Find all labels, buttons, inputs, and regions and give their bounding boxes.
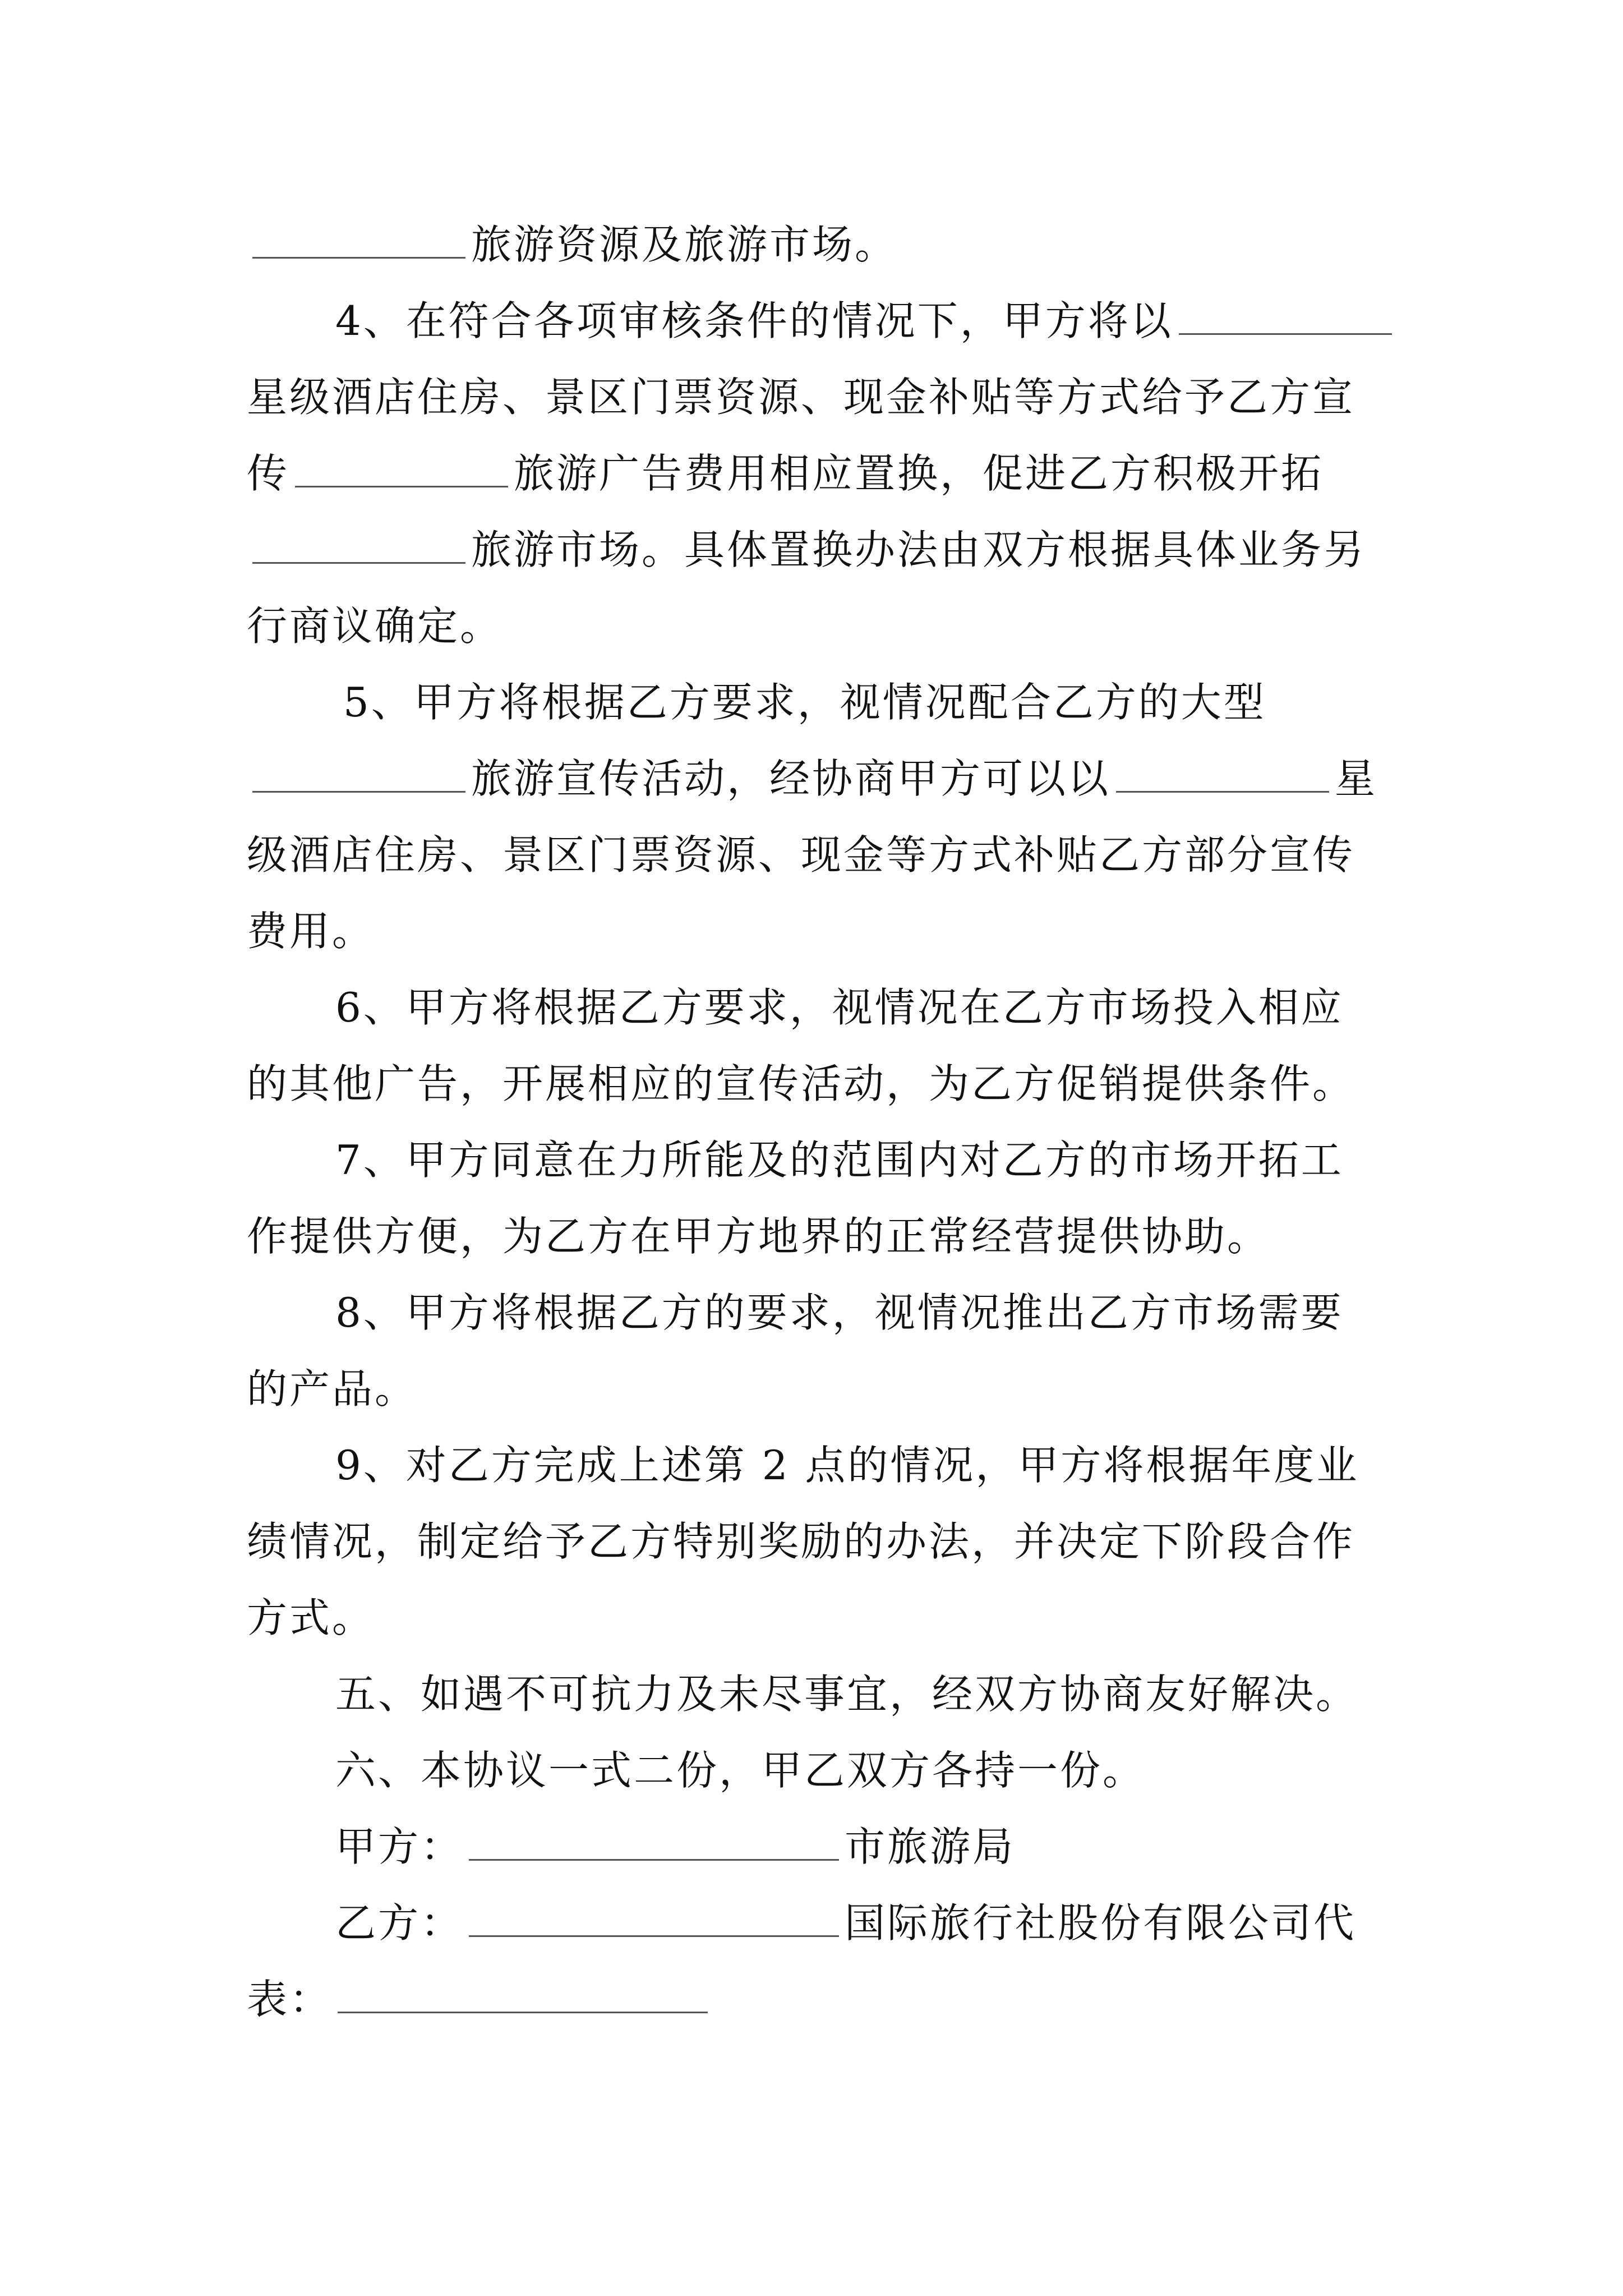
- text-segment: 传: [247, 450, 290, 497]
- text-segment: 6、甲方将根据乙方要求，视情况在乙方市场投入相应: [335, 984, 1344, 1031]
- party-b-name: 国际旅行社股份有限公司代: [845, 1899, 1357, 1947]
- party-a-line: [335, 1809, 1401, 1885]
- text-segment: 星: [1335, 755, 1378, 802]
- clause-5-line: [343, 664, 1398, 740]
- fill-in-blank[interactable]: [295, 484, 508, 487]
- text-segment: 费用。: [247, 908, 375, 955]
- text-segment: 级酒店住房、景区门票资源、现金等方式补贴乙方部分宣传: [247, 831, 1355, 878]
- text-segment: 旅游广告费用相应置换，促进乙方积极开拓: [514, 450, 1324, 497]
- party-b-label: 乙方：: [335, 1899, 464, 1947]
- text-line: [247, 435, 1391, 512]
- text-line: [247, 1351, 1391, 1427]
- representative-label: 表：: [247, 1976, 333, 2023]
- text-segment: 星级酒店住房、景区门票资源、现金补贴等方式给予乙方宣: [247, 374, 1355, 421]
- text-segment: 作提供方便，为乙方在甲方地界的正常经营提供协助。: [247, 1213, 1270, 1260]
- fill-in-blank[interactable]: [1116, 789, 1329, 793]
- text-segment: 7、甲方同意在力所能及的范围内对乙方的市场开拓工: [335, 1137, 1344, 1184]
- clause-8-line: [335, 1274, 1401, 1351]
- text-line: [247, 206, 1391, 283]
- text-segment: 5、甲方将根据乙方要求，视情况配合乙方的大型: [343, 679, 1266, 726]
- text-line: [247, 1580, 1391, 1656]
- text-segment: 旅游资源及旅游市场。: [471, 221, 898, 268]
- text-line: [247, 1046, 1391, 1122]
- clause-7-line: [335, 1122, 1401, 1198]
- clause-6-line: [335, 969, 1401, 1046]
- clause-9-line: [335, 1427, 1401, 1503]
- fill-in-blank[interactable]: [252, 560, 465, 564]
- party-b-blank[interactable]: [469, 1933, 839, 1937]
- party-a-blank[interactable]: [469, 1857, 839, 1861]
- text-line: [247, 588, 1391, 664]
- party-b-line: [335, 1885, 1401, 1961]
- text-line: [247, 512, 1391, 588]
- representative-line: [247, 1961, 1391, 2037]
- text-segment: 五、如遇不可抗力及未尽事宜，经双方协商友好解决。: [335, 1671, 1359, 1718]
- text-segment: 旅游宣传活动，经协商甲方可以以: [471, 755, 1111, 802]
- text-segment: 9、对乙方完成上述第 2 点的情况，甲方将根据年度业: [335, 1442, 1359, 1489]
- party-a-label: 甲方：: [335, 1823, 464, 1870]
- text-line: [247, 359, 1391, 435]
- clause-4-line: [335, 283, 1401, 359]
- section-6-line: [335, 1732, 1401, 1809]
- representative-blank[interactable]: [338, 2009, 708, 2013]
- text-line: [247, 1503, 1391, 1580]
- text-segment: 旅游市场。具体置换办法由双方根据具体业务另: [471, 526, 1367, 573]
- text-segment: 的产品。: [247, 1365, 418, 1412]
- text-segment: 六、本协议一式二份，甲乙双方各持一份。: [335, 1747, 1146, 1794]
- text-line: [247, 817, 1391, 893]
- text-segment: 8、甲方将根据乙方的要求，视情况推出乙方市场需要: [335, 1289, 1344, 1336]
- text-segment: 行商议确定。: [247, 602, 503, 650]
- section-5-line: [335, 1656, 1401, 1732]
- text-segment: 方式。: [247, 1594, 375, 1641]
- text-line: [247, 740, 1391, 817]
- text-segment: 绩情况，制定给予乙方特别奖励的办法，并决定下阶段合作: [247, 1518, 1355, 1565]
- text-line: [247, 1198, 1391, 1274]
- text-segment: 的其他广告，开展相应的宣传活动，为乙方促销提供条件。: [247, 1060, 1355, 1107]
- text-line: [247, 893, 1391, 969]
- fill-in-blank[interactable]: [252, 789, 465, 793]
- fill-in-blank[interactable]: [252, 255, 465, 259]
- party-a-name: 市旅游局: [845, 1823, 1016, 1870]
- text-segment: 4、在符合各项审核条件的情况下，甲方将以: [335, 297, 1173, 344]
- fill-in-blank[interactable]: [1179, 331, 1392, 335]
